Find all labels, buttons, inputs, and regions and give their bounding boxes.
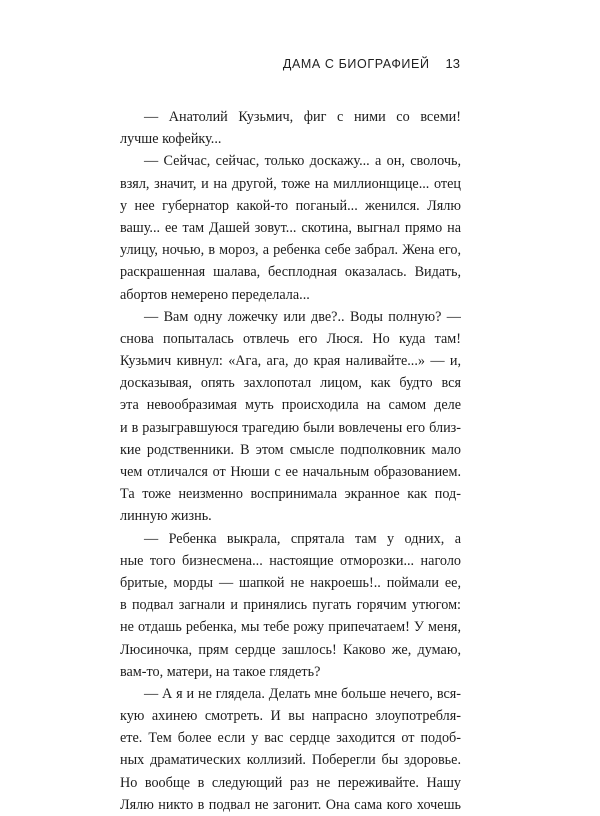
text-line: снова попыталась отвлечь его Люся. Но куда там! xyxy=(120,330,461,347)
text-line: ные того бизнесмена... настоящие отморозки... наголо xyxy=(120,552,461,569)
text-line: досказывая, опять захлопотал лицом, как будто вся xyxy=(120,375,461,392)
text-line: взял, значит, и на другой, тоже на миллионщице... отец xyxy=(120,175,461,192)
text-line: кие родственники. В этом смысле подполковник мало xyxy=(120,441,461,458)
text-line: улицу, ночью, в мороз, а ребенка себе забрал. Жена его, xyxy=(120,242,461,259)
text-line: — А я и не глядела. Делать мне больше нечего, вся- xyxy=(144,685,461,702)
text-line: бритые, морды — шапкой не накроешь!.. поймали ее, xyxy=(120,574,461,591)
text-line: у нее губернатор какой-то поганый... женился. Лялю xyxy=(120,197,461,214)
text-line: — Ребенка выкрала, спрятала там у одних, а xyxy=(144,530,461,547)
text-line: — Анатолий Кузьмич, фиг с ними со всеми! xyxy=(144,109,461,125)
text-line: раскрашенная шалава, бесплодная оказалась. Видать, xyxy=(120,264,461,281)
text-line: кую ахинею смотреть. И вы напрасно злоупотребля- xyxy=(120,708,461,725)
text-line: чем отличался от Нюши с ее начальным образованием. xyxy=(120,464,461,480)
page-number: 13 xyxy=(445,56,460,71)
running-title: ДАМА С БИОГРАФИЕЙ xyxy=(282,57,430,71)
text-line: вашу... ее там Дашей зовут... скотина, выгнал прямо на xyxy=(120,219,461,236)
text-line: и в разыгравшуюся трагедию были вовлечены его близ- xyxy=(120,419,461,436)
text-line: абортов немерено переделала... xyxy=(120,286,310,303)
body-text xyxy=(120,106,461,816)
text-line: не отдашь ребенка, мы тебе рожу припечатаем! У меня, xyxy=(120,619,461,636)
text-line: ете. Тем более если у вас сердце заходится от подоб- xyxy=(120,730,461,747)
text-line: линную жизнь. xyxy=(120,508,212,525)
text-line: Та тоже неизменно воспринимала экранное как под- xyxy=(120,486,461,503)
text-line: в подвал загнали и принялись пугать горячим утюгом: xyxy=(120,597,461,614)
text-line: Но вообще в следующий раз не переживайте. Нашу xyxy=(120,774,461,791)
text-line: лучше кофейку... xyxy=(120,131,222,148)
running-header xyxy=(120,56,460,71)
text-line: Люсиночка, прям сердце зашлось! Каково же, думаю, xyxy=(120,641,461,658)
text-line: Кузьмич кивнул: «Ага, ага, до края наливайте...» — и, xyxy=(120,353,461,370)
text-line: — Сейчас, сейчас, только доскажу... а он, сволочь, xyxy=(144,153,461,170)
text-line: вам-то, матери, на такое глядеть? xyxy=(120,663,321,680)
text-line: — Вам одну ложечку или две?.. Воды полную? — xyxy=(144,308,461,325)
text-line: ных драматических коллизий. Поберегли бы здоровье. xyxy=(120,752,461,769)
text-line: Лялю никто в подвал не загонит. Она сама кого хочешь xyxy=(120,796,461,813)
text-line: эта невообразимая муть происходила на самом деле xyxy=(120,397,461,414)
